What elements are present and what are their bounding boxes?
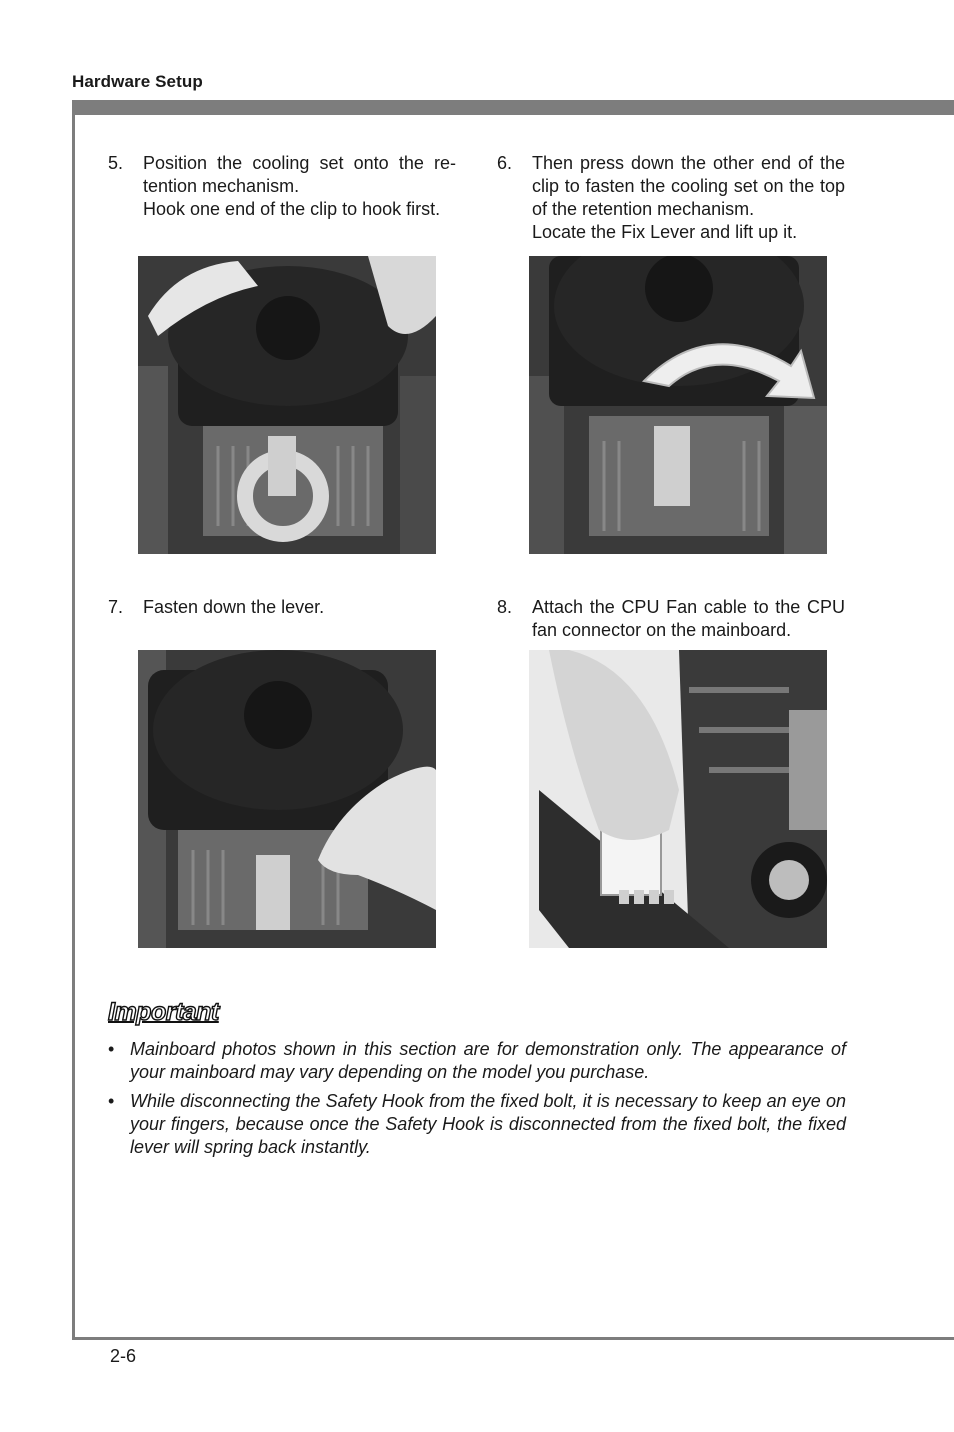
page-header-title: Hardware Setup: [72, 72, 203, 91]
step-line: Position the cooling set onto the re-tention mechanism.: [143, 153, 456, 196]
step-text: [532, 596, 845, 642]
step-text: [143, 152, 456, 221]
cpu-fan-cable-connector-photo: [529, 650, 827, 948]
step-number: 6.: [497, 153, 513, 173]
footer-rule: [72, 1337, 954, 1340]
step-number: 5.: [108, 153, 124, 173]
list-item: [108, 1038, 846, 1084]
step-line: Hook one end of the clip to hook first.: [143, 199, 441, 219]
important-notes: [108, 1038, 846, 1168]
important-heading: Important: [108, 998, 219, 1026]
note-text: Mainboard photos shown in this section are for demonstration only. The appearance of your mainboard may vary depending on the model you purchase.: [130, 1039, 846, 1082]
step-text: [532, 152, 845, 244]
step-number: 8.: [497, 597, 513, 617]
cpu-cooler-fasten-lever-photo: [138, 650, 436, 948]
bullet-icon: •: [108, 1039, 115, 1059]
header-bar: [72, 100, 954, 115]
step-text: [143, 596, 456, 619]
step-line: Attach the CPU Fan cable to the CPU fan connector on the mainboard.: [532, 597, 845, 640]
page-number: 2-6: [110, 1346, 137, 1366]
step-number: 7.: [108, 597, 124, 617]
step-line: Locate the Fix Lever and lift up it.: [532, 222, 798, 242]
bullet-icon: •: [108, 1091, 115, 1111]
step-7: [108, 596, 456, 620]
list-item: [108, 1090, 846, 1159]
step-8: [497, 596, 845, 644]
step-line: Then press down the other end of the clip to fasten the cooling set on the top of the retention mechanism.: [532, 153, 845, 219]
cpu-cooler-clip-hook-photo: [138, 256, 436, 554]
note-text: While disconnecting the Safety Hook from the fixed bolt, it is necessary to keep an eye on your fingers, because once the Safety Hook is disconnected from the fixed bolt, the fixed lever will spring back instantly.: [130, 1091, 846, 1157]
step-6: [497, 152, 845, 244]
cpu-cooler-fasten-clip-photo: [529, 256, 827, 554]
left-border-rule: [72, 100, 75, 1340]
step-5: [108, 152, 456, 244]
step-line: Fasten down the lever.: [143, 597, 325, 617]
